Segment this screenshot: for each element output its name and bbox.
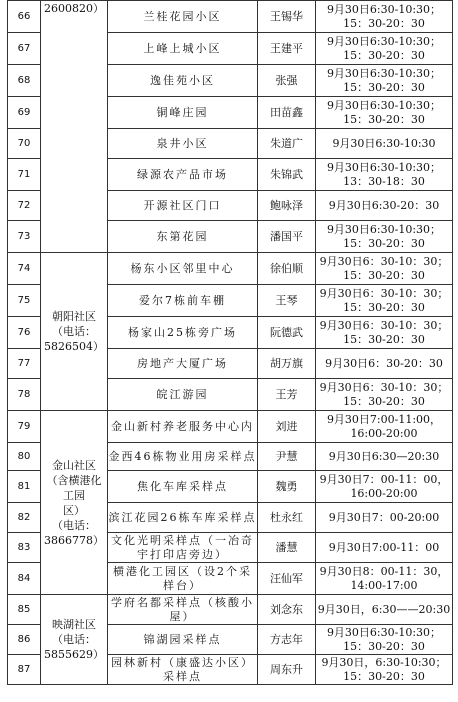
site-name: 房地产大厦广场 <box>108 349 258 379</box>
site-name: 开源社区门口 <box>108 191 258 221</box>
row-number: 80 <box>8 443 41 471</box>
site-name: 逸佳苑小区 <box>108 65 258 97</box>
sampling-time: 9月30日7:00-11:00， 16:00-20:00 <box>316 411 453 443</box>
row-number: 68 <box>8 65 41 97</box>
site-name: 锦湖园采样点 <box>108 625 258 655</box>
contact-person: 鲍咏泽 <box>258 191 316 221</box>
site-name: 文化光明采样点（一冶奇宇打印店旁边） <box>108 533 258 563</box>
community-cell: 映湖社区 （电话： 5855629） <box>41 595 108 685</box>
sampling-time: 9月30日6：30-10：30； 15：30-20：30 <box>316 285 453 317</box>
site-name: 皖江游园 <box>108 379 258 411</box>
site-name: 横港化工园区（设2个采样台） <box>108 563 258 595</box>
row-number: 81 <box>8 471 41 503</box>
sampling-time: 9月30日6：30-10：30； 15：30-20：30 <box>316 379 453 411</box>
table-row <box>8 595 453 625</box>
sampling-time: 9月30日6:30-10:30 <box>316 129 453 159</box>
sampling-time: 9月30日，6:30-10:30； 15：30-20：30 <box>316 655 453 685</box>
sampling-time: 9月30日，6:30——20:30 <box>316 595 453 625</box>
community-cell: 朝阳社区 （电话： 5826504） <box>41 253 108 411</box>
sampling-time: 9月30日6:30-20：30 <box>316 191 453 221</box>
site-name: 杨东小区邻里中心 <box>108 253 258 285</box>
sampling-time: 9月30日6:30-10:30； 15：30-20：30 <box>316 65 453 97</box>
sampling-time: 9月30日6:30-10:30； 15：30-20：30 <box>316 1 453 33</box>
row-number: 77 <box>8 349 41 379</box>
site-name: 学府名都采样点（核酸小屋） <box>108 595 258 625</box>
row-number: 76 <box>8 317 41 349</box>
contact-person: 尹慧 <box>258 443 316 471</box>
row-number: 83 <box>8 533 41 563</box>
row-number: 66 <box>8 1 41 33</box>
row-number: 82 <box>8 503 41 533</box>
sampling-time: 9月30日6：30-20：30 <box>316 349 453 379</box>
sampling-time: 9月30日6:30-10:30； 15：30-20：30 <box>316 97 453 129</box>
sampling-time: 9月30日6:30-10:30； 13：30-18：30 <box>316 159 453 191</box>
contact-person: 方志年 <box>258 625 316 655</box>
site-name: 绿源农产品市场 <box>108 159 258 191</box>
row-number: 85 <box>8 595 41 625</box>
row-number: 73 <box>8 221 41 253</box>
community-cell: 金山社区 （含横港化 工园 区） （电话： 3866778） <box>41 411 108 595</box>
contact-person: 刘念东 <box>258 595 316 625</box>
contact-person: 魏勇 <box>258 471 316 503</box>
sampling-time: 9月30日6：30-10：30； 15：30-20：30 <box>316 253 453 285</box>
site-name: 金山新村养老服务中心内 <box>108 411 258 443</box>
site-name: 铜峰庄园 <box>108 97 258 129</box>
row-number: 69 <box>8 97 41 129</box>
sampling-time: 9月30日6:30-10:30； 15：30-20：30 <box>316 625 453 655</box>
contact-person: 杜永红 <box>258 503 316 533</box>
row-number: 74 <box>8 253 41 285</box>
contact-person: 周东升 <box>258 655 316 685</box>
site-name: 金西46栋物业用房采样点 <box>108 443 258 471</box>
contact-person: 汪仙军 <box>258 563 316 595</box>
contact-person: 王锡华 <box>258 1 316 33</box>
row-number: 86 <box>8 625 41 655</box>
site-name: 兰桂花园小区 <box>108 1 258 33</box>
site-name: 泉井小区 <box>108 129 258 159</box>
row-number: 78 <box>8 379 41 411</box>
sampling-time: 9月30日7：00-20:00 <box>316 503 453 533</box>
site-name: 焦化车库采样点 <box>108 471 258 503</box>
table-row <box>8 411 453 443</box>
table-row <box>8 253 453 285</box>
site-name: 东第花园 <box>108 221 258 253</box>
contact-person: 王芳 <box>258 379 316 411</box>
contact-person: 刘进 <box>258 411 316 443</box>
contact-person: 潘国平 <box>258 221 316 253</box>
contact-person: 王建平 <box>258 33 316 65</box>
row-number: 84 <box>8 563 41 595</box>
contact-person: 田苗鑫 <box>258 97 316 129</box>
site-name: 园林新村（康盛达小区）采样点 <box>108 655 258 685</box>
sampling-time: 9月30日7:00-11：00 <box>316 533 453 563</box>
row-number: 70 <box>8 129 41 159</box>
site-name: 杨家山25栋旁广场 <box>108 317 258 349</box>
sampling-time: 9月30日7：00-11：00， 16:00-20:00 <box>316 471 453 503</box>
row-number: 67 <box>8 33 41 65</box>
contact-person: 朱道广 <box>258 129 316 159</box>
row-number: 87 <box>8 655 41 685</box>
table-row <box>8 1 453 33</box>
contact-person: 胡万旗 <box>258 349 316 379</box>
contact-person: 徐伯顺 <box>258 253 316 285</box>
row-number: 71 <box>8 159 41 191</box>
contact-person: 阮德武 <box>258 317 316 349</box>
row-number: 72 <box>8 191 41 221</box>
contact-person: 潘慧 <box>258 533 316 563</box>
sampling-time: 9月30日6:30-10:30； 15：30-20：30 <box>316 221 453 253</box>
sampling-time: 9月30日6：30-10：30； 15：30-20：30 <box>316 317 453 349</box>
row-number: 75 <box>8 285 41 317</box>
sampling-sites-table <box>7 0 452 702</box>
contact-person: 王琴 <box>258 285 316 317</box>
sampling-time: 9月30日6:30—20:30 <box>316 443 453 471</box>
sampling-time: 9月30日8：00-11：30， 14:00-17:00 <box>316 563 453 595</box>
contact-person: 张强 <box>258 65 316 97</box>
sampling-time: 9月30日6:30-10:30； 15：30-20：30 <box>316 33 453 65</box>
site-name: 爱尔7栋前车棚 <box>108 285 258 317</box>
row-number: 79 <box>8 411 41 443</box>
contact-person: 朱锦武 <box>258 159 316 191</box>
site-name: 上峰上城小区 <box>108 33 258 65</box>
community-cell: 2600820） <box>41 1 108 253</box>
site-name: 滨江花园26栋车库采样点 <box>108 503 258 533</box>
